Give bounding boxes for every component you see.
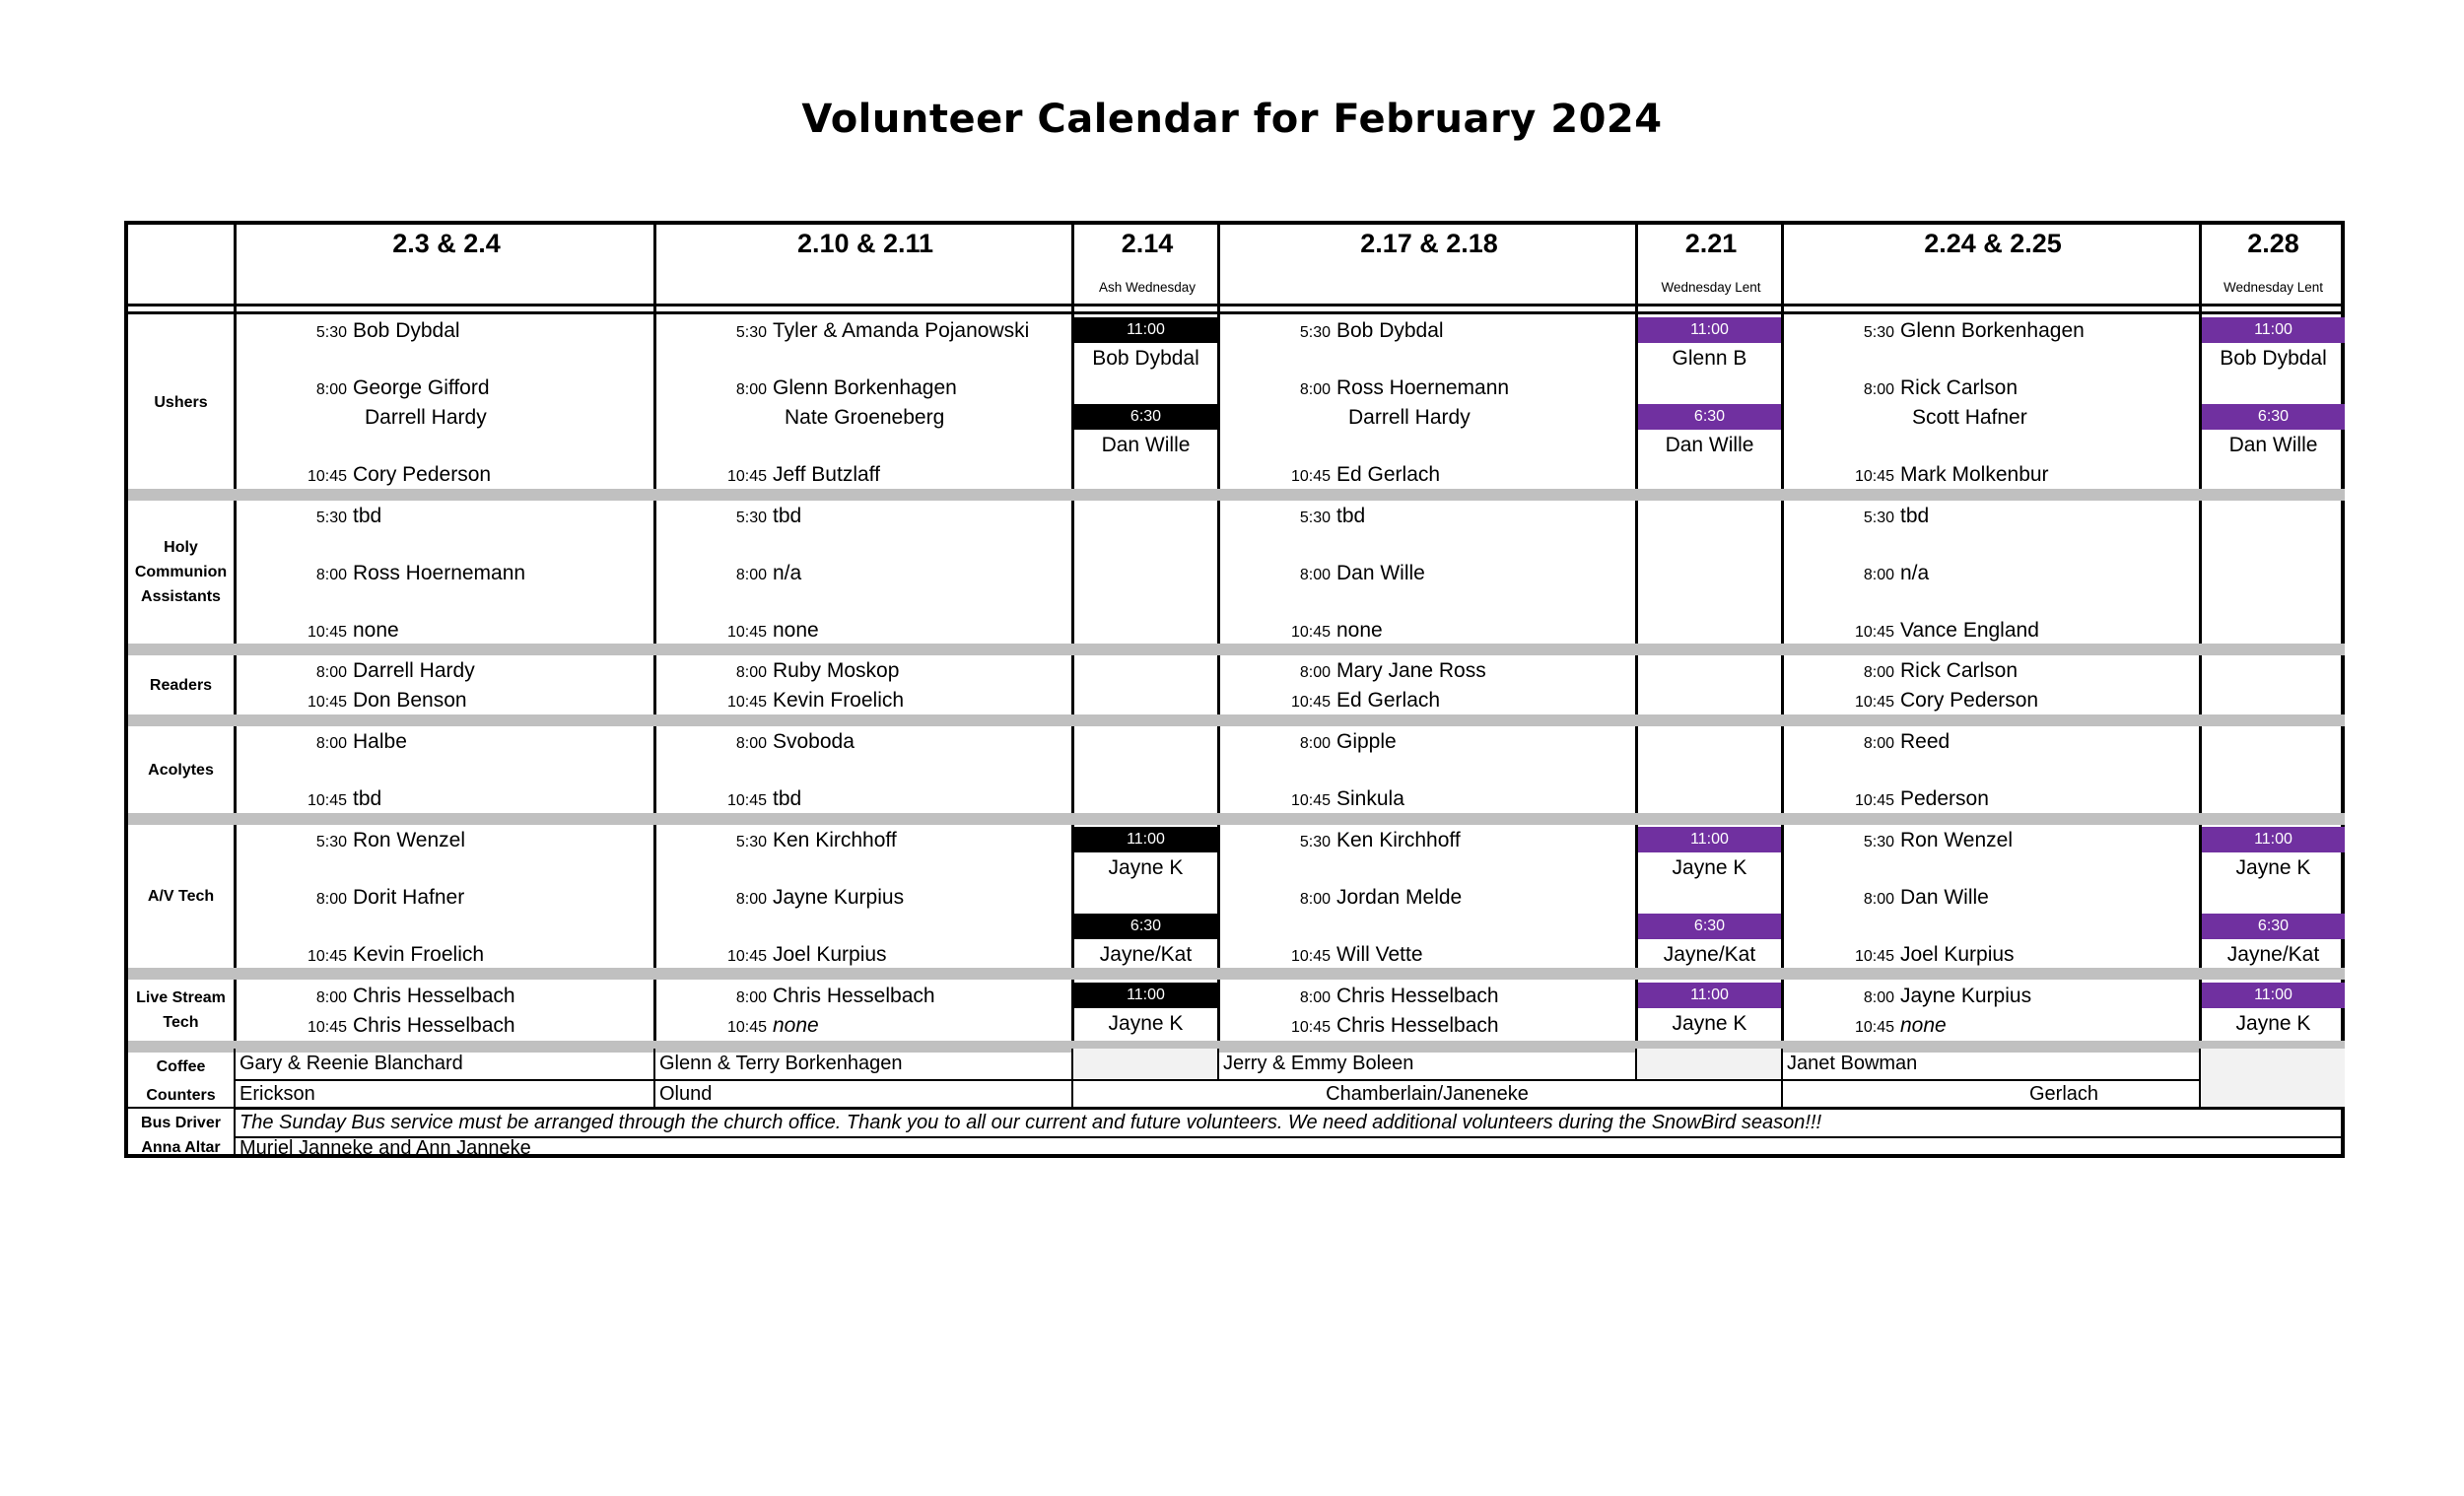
service-time: 5:30 <box>1299 510 1331 526</box>
schedule-entry <box>1220 1014 1499 1038</box>
schedule-entry <box>237 689 467 713</box>
service-time-box: 6:30 <box>1638 914 1781 939</box>
row-separator <box>128 714 2345 726</box>
row-label-anna-altar: Anna Altar <box>141 1139 221 1156</box>
service-time-box: 11:00 <box>1074 983 1217 1008</box>
volunteer-name: Vance England <box>1900 619 2039 642</box>
schedule-entry <box>237 319 460 343</box>
service-time: 8:00 <box>315 989 347 1006</box>
schedule-entry <box>656 886 904 910</box>
service-time: 10:45 <box>1854 1019 1894 1036</box>
volunteer-name: tbd <box>773 787 802 810</box>
service-time: 8:00 <box>315 567 347 583</box>
schedule-entry <box>237 985 515 1008</box>
service-time: 8:00 <box>315 735 347 752</box>
header-divider <box>128 311 2345 314</box>
row-label-line: Live Stream <box>136 989 226 1006</box>
schedule-entry <box>656 619 819 643</box>
service-time: 10:45 <box>1290 1019 1331 1036</box>
volunteer-name: Joel Kurpius <box>1900 943 2015 966</box>
service-time: 8:00 <box>1299 567 1331 583</box>
volunteer-name: Halbe <box>353 730 407 753</box>
volunteer-name: Nate Groeneberg <box>785 406 945 429</box>
volunteer-name: Scott Hafner <box>1912 406 2027 429</box>
schedule-entry <box>1220 463 1440 487</box>
service-time: 5:30 <box>1863 510 1894 526</box>
schedule-entry <box>656 505 801 528</box>
service-time: 8:00 <box>1299 664 1331 681</box>
volunteer-name: Rick Carlson <box>1900 659 2019 682</box>
volunteer-name: Mary Jane Ross <box>1336 659 1486 682</box>
volunteer-name: Ed Gerlach <box>1336 463 1441 486</box>
volunteer-name: tbd <box>353 787 382 810</box>
row-separator <box>128 489 2345 501</box>
volunteer-name: tbd <box>773 505 802 527</box>
volunteer-calendar-table <box>124 221 2345 1158</box>
service-time: 8:00 <box>1863 735 1894 752</box>
service-time: 10:45 <box>307 792 347 809</box>
coffee-cell: Janet Bowman <box>1781 1049 2345 1079</box>
service-time: 5:30 <box>315 834 347 850</box>
coffee-cell: Olund <box>653 1079 1071 1108</box>
schedule-entry <box>1784 829 2013 852</box>
row-separator <box>128 813 2345 825</box>
volunteer-name: n/a <box>1900 562 1930 584</box>
volunteer-name: none <box>1336 619 1383 642</box>
schedule-entry <box>1784 562 1929 585</box>
volunteer-name: Darrell Hardy <box>1348 406 1471 429</box>
row-label-line: Communion <box>134 564 228 580</box>
coffee-cell: Gary & Reenie Blanchard <box>234 1049 653 1079</box>
volunteer-name: Chris Hesselbach <box>1336 1014 1499 1037</box>
schedule-entry <box>1784 985 2031 1008</box>
volunteer-name: Ruby Moskop <box>773 659 900 682</box>
schedule-entry <box>237 619 399 643</box>
volunteer-name: none <box>773 619 819 642</box>
schedule-entry <box>237 463 491 487</box>
volunteer-name: Ken Kirchhoff <box>773 829 897 851</box>
volunteer-name: Kevin Froelich <box>353 943 485 966</box>
coffee-cell: Chamberlain/Janeneke <box>1071 1079 1781 1108</box>
volunteer-name: Dan Wille <box>1336 562 1425 584</box>
row-label-acolytes: Acolytes <box>148 761 214 779</box>
service-time-box: 11:00 <box>2202 827 2345 852</box>
schedule-entry <box>237 659 475 683</box>
volunteer-name: Darrell Hardy <box>353 659 475 682</box>
volunteer-name: Mark Molkenbur <box>1900 463 2049 486</box>
service-time: 8:00 <box>735 989 767 1006</box>
schedule-entry <box>1220 619 1383 643</box>
volunteer-name: Will Vette <box>1336 943 1423 966</box>
volunteer-name: Jayne/Kat <box>2226 943 2320 966</box>
schedule-entry <box>1220 689 1440 713</box>
schedule-entry <box>1784 1014 1947 1038</box>
schedule-entry <box>1220 376 1509 400</box>
service-time: 5:30 <box>1863 324 1894 341</box>
row-label-line: Tech <box>163 1014 199 1031</box>
volunteer-name: Pederson <box>1900 787 1989 810</box>
service-time-box: 11:00 <box>1074 827 1217 852</box>
row-label-bus-driver: Bus Driver <box>141 1114 221 1131</box>
anna-altar-names: Muriel Janneke and Ann Janneke <box>234 1136 2345 1158</box>
volunteer-name: Chris Hesselbach <box>1336 985 1499 1007</box>
schedule-entry <box>1220 943 1423 967</box>
schedule-entry <box>656 730 855 754</box>
schedule-entry <box>656 787 801 811</box>
service-time: 10:45 <box>1290 948 1331 965</box>
service-time: 5:30 <box>1863 834 1894 850</box>
column-date: 2.24 & 2.25 <box>1924 229 2062 258</box>
volunteer-name: Reed <box>1900 730 1951 753</box>
service-time: 10:45 <box>1854 694 1894 711</box>
service-time: 8:00 <box>735 664 767 681</box>
volunteer-name: Jayne K <box>1108 1012 1184 1035</box>
schedule-entry <box>237 886 464 910</box>
service-time: 10:45 <box>1854 948 1894 965</box>
column-date: 2.10 & 2.11 <box>796 229 934 258</box>
service-time: 8:00 <box>735 891 767 908</box>
volunteer-name: Dan Wille <box>1665 434 1754 456</box>
schedule-entry <box>1784 886 1989 910</box>
volunteer-name: Bob Dybdal <box>353 319 460 342</box>
page-title: Volunteer Calendar for February 2024 <box>801 97 1663 142</box>
volunteer-name: Ron Wenzel <box>353 829 466 851</box>
service-time: 8:00 <box>1863 664 1894 681</box>
volunteer-name: Jordan Melde <box>1336 886 1463 909</box>
schedule-entry <box>1784 505 1929 528</box>
volunteer-name: Glenn Borkenhagen <box>773 376 957 399</box>
service-time: 10:45 <box>1290 468 1331 485</box>
service-time: 8:00 <box>315 381 347 398</box>
volunteer-name: Bob Dybdal <box>1336 319 1444 342</box>
schedule-entry <box>1784 943 2015 967</box>
service-time: 10:45 <box>1854 624 1894 641</box>
schedule-entry <box>1784 689 2038 713</box>
schedule-entry <box>656 943 887 967</box>
schedule-entry <box>1220 829 1461 852</box>
service-time: 10:45 <box>307 948 347 965</box>
service-time: 10:45 <box>726 1019 767 1036</box>
schedule-entry <box>237 562 525 585</box>
service-time-box: 11:00 <box>1638 983 1781 1008</box>
coffee-cell: Jerry & Emmy Boleen <box>1217 1049 1635 1079</box>
schedule-entry <box>656 659 899 683</box>
volunteer-name: Jayne Kurpius <box>1900 985 2032 1007</box>
row-separator <box>128 644 2345 655</box>
volunteer-name: Glenn B <box>1672 347 1747 370</box>
volunteer-name: Joel Kurpius <box>773 943 887 966</box>
header-divider <box>128 304 2345 306</box>
service-time: 10:45 <box>726 948 767 965</box>
volunteer-name: Svoboda <box>773 730 855 753</box>
service-time: 8:00 <box>315 664 347 681</box>
service-time-box: 11:00 <box>2202 317 2345 343</box>
schedule-entry <box>1220 505 1365 528</box>
service-time-box: 6:30 <box>2202 914 2345 939</box>
column-date: 2.17 & 2.18 <box>1360 229 1498 258</box>
volunteer-name: Chris Hesselbach <box>773 985 935 1007</box>
volunteer-name: Cory Pederson <box>353 463 492 486</box>
service-time: 10:45 <box>1290 694 1331 711</box>
schedule-entry <box>237 943 484 967</box>
service-time: 5:30 <box>735 324 767 341</box>
volunteer-name: Bob Dybdal <box>2220 347 2327 370</box>
schedule-entry <box>1784 730 1950 754</box>
volunteer-name: Tyler & Amanda Pojanowski <box>773 319 1030 342</box>
schedule-entry <box>237 505 381 528</box>
schedule-entry <box>1220 985 1499 1008</box>
schedule-entry <box>1220 659 1486 683</box>
schedule-entry <box>656 829 897 852</box>
volunteer-name: Chris Hesselbach <box>353 1014 515 1037</box>
row-label-coffee <box>128 1053 234 1110</box>
volunteer-name: none <box>353 619 399 642</box>
service-time: 5:30 <box>1299 324 1331 341</box>
volunteer-name: Jayne K <box>2235 1012 2311 1035</box>
service-time: 8:00 <box>1863 989 1894 1006</box>
coffee-cell: Glenn & Terry Borkenhagen <box>653 1049 1071 1079</box>
row-label-communion <box>128 501 234 644</box>
volunteer-name: Chris Hesselbach <box>353 985 515 1007</box>
column-subtitle: Ash Wednesday <box>1098 280 1197 295</box>
volunteer-name: Dorit Hafner <box>353 886 465 909</box>
schedule-entry <box>237 829 465 852</box>
column-date: 2.14 <box>1121 229 1174 258</box>
service-time: 10:45 <box>307 468 347 485</box>
service-time: 10:45 <box>307 1019 347 1036</box>
service-time-box: 11:00 <box>1638 827 1781 852</box>
schedule-entry <box>1220 562 1425 585</box>
column-date: 2.28 <box>2247 229 2299 258</box>
column-date: 2.21 <box>1684 229 1738 258</box>
row-label-line: Coffee <box>156 1058 206 1075</box>
volunteer-name: Glenn Borkenhagen <box>1900 319 2085 342</box>
row-label-av-tech: A/V Tech <box>147 888 215 905</box>
volunteer-name: Dan Wille <box>1101 434 1191 456</box>
schedule-entry <box>1784 376 2018 400</box>
volunteer-name: Rick Carlson <box>1900 376 2019 399</box>
service-time: 10:45 <box>726 624 767 641</box>
volunteer-name: Ken Kirchhoff <box>1336 829 1461 851</box>
service-time-box: 6:30 <box>2202 404 2345 430</box>
service-time: 8:00 <box>735 735 767 752</box>
volunteer-name: George Gifford <box>353 376 490 399</box>
schedule-entry <box>1784 787 1989 811</box>
service-time-box: 11:00 <box>1638 317 1781 343</box>
schedule-entry <box>656 985 935 1008</box>
coffee-cell: Erickson <box>234 1079 653 1108</box>
service-time: 8:00 <box>315 891 347 908</box>
service-time: 10:45 <box>1854 468 1894 485</box>
schedule-entry <box>656 463 880 487</box>
service-time: 5:30 <box>735 834 767 850</box>
schedule-entry <box>1784 463 2049 487</box>
volunteer-name: Dan Wille <box>1900 886 1989 909</box>
service-time: 8:00 <box>1863 891 1894 908</box>
volunteer-name: none <box>1900 1014 1947 1037</box>
volunteer-name: Cory Pederson <box>1900 689 2039 712</box>
volunteer-name: Darrell Hardy <box>365 406 487 429</box>
schedule-entry <box>237 1014 515 1038</box>
service-time: 10:45 <box>726 792 767 809</box>
row-label-line: Holy <box>164 539 198 556</box>
service-time: 8:00 <box>1299 381 1331 398</box>
service-time: 5:30 <box>315 510 347 526</box>
schedule-entry <box>1784 659 2018 683</box>
volunteer-name: Jayne K <box>1108 856 1184 879</box>
service-time: 5:30 <box>1299 834 1331 850</box>
volunteer-name: none <box>773 1014 819 1037</box>
row-label-line: Assistants <box>141 588 221 605</box>
volunteer-name: Jayne/Kat <box>1663 943 1756 966</box>
service-time: 8:00 <box>1863 381 1894 398</box>
volunteer-name: tbd <box>1900 505 1930 527</box>
schedule-entry <box>656 319 1029 343</box>
service-time: 5:30 <box>315 324 347 341</box>
schedule-entry <box>237 376 490 400</box>
volunteer-name: Ross Hoernemann <box>1336 376 1510 399</box>
schedule-entry <box>656 562 801 585</box>
schedule-entry <box>1784 619 2039 643</box>
volunteer-name: Don Benson <box>353 689 467 712</box>
volunteer-name: Jayne K <box>1672 856 1747 879</box>
coffee-cell-empty <box>1635 1049 1781 1079</box>
service-time: 10:45 <box>726 468 767 485</box>
volunteer-name: tbd <box>353 505 382 527</box>
row-label-readers: Readers <box>149 676 213 694</box>
schedule-entry <box>237 787 381 811</box>
volunteer-name: Jayne Kurpius <box>773 886 905 909</box>
volunteer-name: Jayne K <box>2235 856 2311 879</box>
service-time: 8:00 <box>1299 735 1331 752</box>
volunteer-name: Kevin Froelich <box>773 689 905 712</box>
service-time: 10:45 <box>307 694 347 711</box>
row-label-livestream <box>128 980 234 1041</box>
schedule-entry <box>1784 319 2085 343</box>
row-label-line: Counters <box>146 1087 216 1104</box>
coffee-cell: Gerlach <box>1781 1079 2345 1108</box>
service-time-box: 6:30 <box>1638 404 1781 430</box>
volunteer-name: n/a <box>773 562 802 584</box>
bus-driver-note: The Sunday Bus service must be arranged through the church office. Thank you to all our current and future volunteers. We need additional volunteers during the SnowBird season!!! <box>234 1108 2345 1136</box>
service-time-box: 11:00 <box>2202 983 2345 1008</box>
row-label-ushers: Ushers <box>154 393 208 411</box>
service-time: 10:45 <box>307 624 347 641</box>
volunteer-name: tbd <box>1336 505 1366 527</box>
service-time: 8:00 <box>1299 989 1331 1006</box>
schedule-entry <box>656 376 957 400</box>
service-time: 5:30 <box>735 510 767 526</box>
column-date: 2.3 & 2.4 <box>392 229 501 258</box>
service-time: 8:00 <box>735 381 767 398</box>
volunteer-name: Sinkula <box>1336 787 1404 810</box>
service-time-box: 6:30 <box>1074 914 1217 939</box>
volunteer-name: Ed Gerlach <box>1336 689 1441 712</box>
schedule-entry <box>1220 730 1397 754</box>
schedule-entry <box>1220 787 1404 811</box>
schedule-entry <box>656 1014 819 1038</box>
coffee-cell-empty <box>1071 1049 1217 1079</box>
service-time: 8:00 <box>1863 567 1894 583</box>
volunteer-name: Gipple <box>1336 730 1397 753</box>
coffee-cell-empty <box>2199 1049 2345 1108</box>
service-time: 8:00 <box>735 567 767 583</box>
volunteer-name: Jayne/Kat <box>1099 943 1193 966</box>
column-subtitle: Wednesday Lent <box>1661 280 1761 295</box>
schedule-entry <box>656 689 904 713</box>
volunteer-name: Dan Wille <box>2228 434 2318 456</box>
service-time: 10:45 <box>726 694 767 711</box>
volunteer-name: Jeff Butzlaff <box>773 463 880 486</box>
service-time: 10:45 <box>1854 792 1894 809</box>
schedule-entry <box>1220 886 1462 910</box>
volunteer-name: Ron Wenzel <box>1900 829 2014 851</box>
schedule-entry <box>1220 319 1444 343</box>
volunteer-name: Jayne K <box>1672 1012 1747 1035</box>
service-time-box: 6:30 <box>1074 404 1217 430</box>
service-time: 8:00 <box>1299 891 1331 908</box>
row-separator <box>128 968 2345 980</box>
service-time-box: 11:00 <box>1074 317 1217 343</box>
column-subtitle: Wednesday Lent <box>2223 280 2324 295</box>
volunteer-name: Bob Dybdal <box>1092 347 1199 370</box>
service-time: 10:45 <box>1290 792 1331 809</box>
schedule-entry <box>237 730 407 754</box>
service-time: 10:45 <box>1290 624 1331 641</box>
volunteer-name: Ross Hoernemann <box>353 562 526 584</box>
